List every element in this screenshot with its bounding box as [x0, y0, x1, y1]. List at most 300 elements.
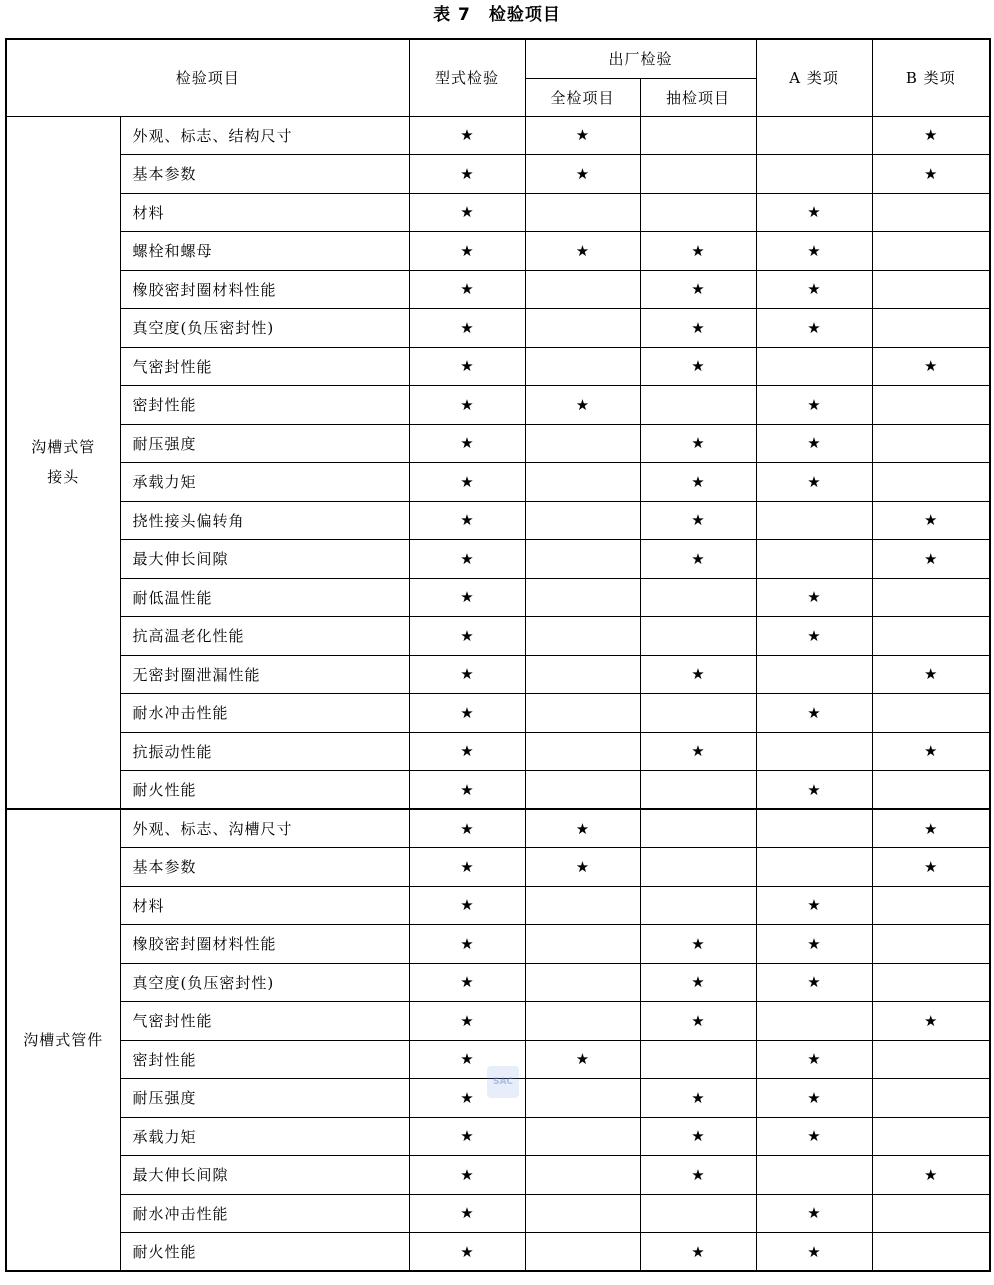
cell-class-b	[872, 1079, 990, 1118]
cell-sample-inspection	[640, 848, 756, 887]
star-mark-icon: ★	[691, 973, 705, 992]
star-mark-icon: ★	[807, 703, 821, 722]
star-mark-icon: ★	[807, 1204, 821, 1223]
star-mark-icon: ★	[807, 395, 821, 414]
item-name: 抗振动性能	[120, 732, 409, 771]
item-name: 耐水冲击性能	[120, 694, 409, 733]
cell-full-inspection	[525, 155, 640, 194]
cell-full-inspection	[525, 232, 640, 271]
cell-full-inspection	[525, 540, 640, 579]
cell-full-inspection	[525, 1079, 640, 1118]
cell-full-inspection	[525, 193, 640, 232]
star-mark-icon: ★	[460, 896, 474, 915]
cell-class-b	[872, 1040, 990, 1079]
star-mark-icon: ★	[460, 973, 474, 992]
star-mark-icon: ★	[924, 511, 938, 530]
star-mark-icon: ★	[924, 665, 938, 684]
cell-class-b	[872, 347, 990, 386]
star-mark-icon: ★	[460, 472, 474, 491]
item-name: 材料	[120, 886, 409, 925]
cell-type-test	[409, 732, 525, 771]
cell-full-inspection	[525, 732, 640, 771]
table-row	[6, 501, 990, 540]
star-mark-icon: ★	[460, 1242, 474, 1261]
cell-class-a	[756, 732, 872, 771]
item-name: 材料	[120, 193, 409, 232]
cell-sample-inspection	[640, 193, 756, 232]
star-mark-icon: ★	[807, 626, 821, 645]
item-name: 外观、标志、结构尺寸	[120, 116, 409, 155]
star-mark-icon: ★	[460, 934, 474, 953]
cell-type-test	[409, 155, 525, 194]
star-mark-icon: ★	[460, 318, 474, 337]
item-name: 最大伸长间隙	[120, 1156, 409, 1195]
cell-full-inspection	[525, 463, 640, 502]
item-name: 耐压强度	[120, 424, 409, 463]
table-row	[6, 732, 990, 771]
cell-class-b	[872, 1002, 990, 1041]
header-factory-test: 出厂检验	[525, 39, 756, 78]
cell-class-a	[756, 578, 872, 617]
star-mark-icon: ★	[460, 1127, 474, 1146]
header-type-test: 型式检验	[409, 39, 525, 116]
cell-class-a	[756, 694, 872, 733]
cell-class-b	[872, 694, 990, 733]
star-mark-icon: ★	[460, 626, 474, 645]
cell-type-test	[409, 886, 525, 925]
cell-type-test	[409, 1117, 525, 1156]
cell-full-inspection	[525, 809, 640, 848]
item-name: 气密封性能	[120, 347, 409, 386]
item-name: 承载力矩	[120, 1117, 409, 1156]
cell-class-b	[872, 232, 990, 271]
cell-class-b	[872, 386, 990, 425]
item-name: 耐低温性能	[120, 578, 409, 617]
cell-full-inspection	[525, 1002, 640, 1041]
cell-class-b	[872, 116, 990, 155]
cell-sample-inspection	[640, 1233, 756, 1272]
star-mark-icon: ★	[575, 857, 590, 876]
star-mark-icon: ★	[575, 819, 590, 838]
cell-sample-inspection	[640, 1040, 756, 1079]
item-name: 橡胶密封圈材料性能	[120, 270, 409, 309]
item-name: 最大伸长间隙	[120, 540, 409, 579]
cell-sample-inspection	[640, 463, 756, 502]
cell-sample-inspection	[640, 347, 756, 386]
cell-sample-inspection	[640, 617, 756, 656]
table-row	[6, 655, 990, 694]
star-mark-icon: ★	[691, 934, 705, 953]
cell-full-inspection	[525, 270, 640, 309]
star-mark-icon: ★	[691, 1011, 705, 1030]
table-row	[6, 232, 990, 271]
cell-class-b	[872, 1156, 990, 1195]
star-mark-icon: ★	[460, 1011, 474, 1030]
cell-type-test	[409, 1194, 525, 1233]
table-row	[6, 848, 990, 887]
cell-class-b	[872, 463, 990, 502]
cell-class-a	[756, 655, 872, 694]
cell-class-b	[872, 193, 990, 232]
table-row	[6, 463, 990, 502]
cell-full-inspection	[525, 309, 640, 348]
cell-class-a	[756, 424, 872, 463]
cell-class-b	[872, 732, 990, 771]
cell-type-test	[409, 578, 525, 617]
star-mark-icon: ★	[807, 934, 821, 953]
cell-type-test	[409, 848, 525, 887]
item-name: 抗高温老化性能	[120, 617, 409, 656]
table-row	[6, 617, 990, 656]
header-class-a: A 类项	[756, 39, 872, 116]
table-row	[6, 694, 990, 733]
cell-full-inspection	[525, 886, 640, 925]
cell-sample-inspection	[640, 501, 756, 540]
cell-sample-inspection	[640, 1002, 756, 1041]
cell-type-test	[409, 386, 525, 425]
table-caption	[0, 4, 994, 26]
star-mark-icon: ★	[807, 780, 821, 799]
star-mark-icon: ★	[807, 1088, 821, 1107]
cell-full-inspection	[525, 963, 640, 1002]
cell-class-b	[872, 655, 990, 694]
cell-class-a	[756, 1079, 872, 1118]
cell-class-a	[756, 925, 872, 964]
table-row	[6, 540, 990, 579]
star-mark-icon: ★	[691, 241, 705, 260]
cell-class-b	[872, 963, 990, 1002]
cell-type-test	[409, 193, 525, 232]
cell-full-inspection	[525, 1156, 640, 1195]
cell-type-test	[409, 309, 525, 348]
table-row	[6, 309, 990, 348]
star-mark-icon: ★	[460, 241, 474, 260]
item-name: 耐水冲击性能	[120, 1194, 409, 1233]
star-mark-icon: ★	[691, 1242, 705, 1261]
cell-sample-inspection	[640, 886, 756, 925]
cell-full-inspection	[525, 501, 640, 540]
star-mark-icon: ★	[460, 588, 474, 607]
item-name: 耐火性能	[120, 1233, 409, 1272]
star-mark-icon: ★	[691, 1165, 705, 1184]
cell-full-inspection	[525, 1040, 640, 1079]
cell-type-test	[409, 809, 525, 848]
cell-class-b	[872, 424, 990, 463]
table-row	[6, 116, 990, 155]
cell-class-b	[872, 501, 990, 540]
cell-type-test	[409, 694, 525, 733]
cell-type-test	[409, 424, 525, 463]
star-mark-icon: ★	[924, 857, 938, 876]
item-name: 外观、标志、沟槽尺寸	[120, 809, 409, 848]
table-header	[6, 39, 990, 116]
cell-sample-inspection	[640, 809, 756, 848]
cell-class-b	[872, 771, 990, 810]
star-mark-icon: ★	[924, 742, 938, 761]
cell-sample-inspection	[640, 270, 756, 309]
cell-sample-inspection	[640, 578, 756, 617]
star-mark-icon: ★	[691, 1088, 705, 1107]
cell-type-test	[409, 347, 525, 386]
cell-class-a	[756, 309, 872, 348]
star-mark-icon: ★	[691, 742, 705, 761]
group-label-line: 沟槽式管件	[23, 1031, 104, 1049]
group-label-line: 接头	[47, 468, 80, 487]
table-row	[6, 963, 990, 1002]
cell-sample-inspection	[640, 925, 756, 964]
cell-sample-inspection	[640, 232, 756, 271]
item-name: 密封性能	[120, 1040, 409, 1079]
cell-class-a	[756, 1040, 872, 1079]
star-mark-icon: ★	[460, 511, 474, 530]
star-mark-icon: ★	[460, 126, 474, 145]
table-row	[6, 925, 990, 964]
star-mark-icon: ★	[691, 549, 705, 568]
star-mark-icon: ★	[924, 164, 938, 183]
cell-type-test	[409, 963, 525, 1002]
cell-type-test	[409, 655, 525, 694]
star-mark-icon: ★	[807, 472, 821, 491]
cell-full-inspection	[525, 578, 640, 617]
star-mark-icon: ★	[575, 126, 590, 145]
star-mark-icon: ★	[924, 357, 938, 376]
cell-class-a	[756, 540, 872, 579]
cell-class-b	[872, 617, 990, 656]
star-mark-icon: ★	[691, 472, 705, 491]
cell-sample-inspection	[640, 694, 756, 733]
cell-type-test	[409, 501, 525, 540]
cell-class-b	[872, 1194, 990, 1233]
cell-sample-inspection	[640, 155, 756, 194]
star-mark-icon: ★	[460, 857, 474, 876]
table-row	[6, 771, 990, 810]
cell-class-b	[872, 309, 990, 348]
sac-watermark: SAC	[487, 1066, 519, 1098]
cell-type-test	[409, 116, 525, 155]
table-row	[6, 1002, 990, 1041]
star-mark-icon: ★	[807, 588, 821, 607]
table-row	[6, 578, 990, 617]
cell-full-inspection	[525, 694, 640, 733]
cell-type-test	[409, 540, 525, 579]
cell-sample-inspection	[640, 116, 756, 155]
star-mark-icon: ★	[460, 395, 474, 414]
item-name: 螺栓和螺母	[120, 232, 409, 271]
table-row	[6, 424, 990, 463]
star-mark-icon: ★	[460, 357, 474, 376]
cell-class-b	[872, 848, 990, 887]
table-row	[6, 1117, 990, 1156]
cell-sample-inspection	[640, 655, 756, 694]
cell-class-a	[756, 386, 872, 425]
cell-class-a	[756, 193, 872, 232]
star-mark-icon: ★	[807, 203, 821, 222]
group-label	[6, 116, 120, 809]
cell-class-a	[756, 809, 872, 848]
table-row	[6, 1156, 990, 1195]
cell-type-test	[409, 232, 525, 271]
star-mark-icon: ★	[807, 896, 821, 915]
star-mark-icon: ★	[807, 280, 821, 299]
star-mark-icon: ★	[460, 780, 474, 799]
star-mark-icon: ★	[924, 1165, 938, 1184]
item-name: 橡胶密封圈材料性能	[120, 925, 409, 964]
star-mark-icon: ★	[807, 973, 821, 992]
table-row	[6, 809, 990, 848]
star-mark-icon: ★	[807, 318, 821, 337]
star-mark-icon: ★	[924, 819, 938, 838]
table-row	[6, 270, 990, 309]
cell-class-b	[872, 578, 990, 617]
item-name: 耐火性能	[120, 771, 409, 810]
cell-class-a	[756, 848, 872, 887]
star-mark-icon: ★	[575, 1050, 590, 1069]
item-name: 密封性能	[120, 386, 409, 425]
cell-class-a	[756, 1194, 872, 1233]
table-title: 检验项目	[488, 5, 561, 25]
star-mark-icon: ★	[460, 164, 474, 183]
cell-sample-inspection	[640, 1194, 756, 1233]
cell-full-inspection	[525, 655, 640, 694]
cell-sample-inspection	[640, 309, 756, 348]
star-mark-icon: ★	[460, 665, 474, 684]
cell-type-test	[409, 1002, 525, 1041]
star-mark-icon: ★	[575, 164, 590, 183]
star-mark-icon: ★	[924, 1011, 938, 1030]
cell-class-b	[872, 155, 990, 194]
cell-full-inspection	[525, 1233, 640, 1272]
cell-type-test	[409, 270, 525, 309]
item-name: 耐压强度	[120, 1079, 409, 1118]
star-mark-icon: ★	[807, 1242, 821, 1261]
cell-class-a	[756, 501, 872, 540]
star-mark-icon: ★	[691, 1127, 705, 1146]
cell-sample-inspection	[640, 1079, 756, 1118]
header-class-b: B 类项	[872, 39, 990, 116]
cell-class-a	[756, 1233, 872, 1272]
star-mark-icon: ★	[575, 241, 590, 260]
star-mark-icon: ★	[460, 742, 474, 761]
item-name: 无密封圈泄漏性能	[120, 655, 409, 694]
cell-class-b	[872, 1117, 990, 1156]
cell-class-a	[756, 463, 872, 502]
table-row	[6, 155, 990, 194]
header-item: 检验项目	[6, 39, 409, 116]
star-mark-icon: ★	[691, 357, 705, 376]
cell-type-test	[409, 771, 525, 810]
table-row	[6, 347, 990, 386]
cell-class-b	[872, 809, 990, 848]
star-mark-icon: ★	[691, 318, 705, 337]
star-mark-icon: ★	[460, 819, 474, 838]
item-name: 真空度(负压密封性)	[120, 963, 409, 1002]
item-name: 挠性接头偏转角	[120, 501, 409, 540]
cell-sample-inspection	[640, 1117, 756, 1156]
star-mark-icon: ★	[460, 434, 474, 453]
star-mark-icon: ★	[807, 434, 821, 453]
cell-sample-inspection	[640, 1156, 756, 1195]
cell-class-b	[872, 925, 990, 964]
item-name: 气密封性能	[120, 1002, 409, 1041]
star-mark-icon: ★	[807, 1127, 821, 1146]
star-mark-icon: ★	[691, 665, 705, 684]
cell-full-inspection	[525, 617, 640, 656]
table-row	[6, 1194, 990, 1233]
cell-full-inspection	[525, 116, 640, 155]
cell-class-a	[756, 1002, 872, 1041]
cell-type-test	[409, 1156, 525, 1195]
cell-full-inspection	[525, 925, 640, 964]
table-row	[6, 1233, 990, 1272]
table-row	[6, 386, 990, 425]
cell-class-b	[872, 886, 990, 925]
table-row	[6, 886, 990, 925]
item-name: 真空度(负压密封性)	[120, 309, 409, 348]
cell-class-a	[756, 270, 872, 309]
cell-class-a	[756, 771, 872, 810]
star-mark-icon: ★	[575, 395, 590, 414]
cell-class-a	[756, 155, 872, 194]
star-mark-icon: ★	[460, 1088, 474, 1107]
star-mark-icon: ★	[460, 203, 474, 222]
cell-class-a	[756, 1117, 872, 1156]
star-mark-icon: ★	[460, 703, 474, 722]
star-mark-icon: ★	[460, 1204, 474, 1223]
group-label	[6, 809, 120, 1271]
cell-class-a	[756, 116, 872, 155]
cell-class-a	[756, 963, 872, 1002]
cell-type-test	[409, 925, 525, 964]
cell-full-inspection	[525, 386, 640, 425]
group-label-line: 沟槽式管	[31, 438, 96, 457]
header-sample-inspection: 抽检项目	[640, 78, 756, 116]
cell-class-a	[756, 1156, 872, 1195]
star-mark-icon: ★	[460, 1165, 474, 1184]
cell-class-a	[756, 232, 872, 271]
cell-class-a	[756, 617, 872, 656]
star-mark-icon: ★	[460, 549, 474, 568]
cell-class-b	[872, 540, 990, 579]
item-name: 基本参数	[120, 155, 409, 194]
item-name: 基本参数	[120, 848, 409, 887]
cell-sample-inspection	[640, 963, 756, 1002]
star-mark-icon: ★	[691, 511, 705, 530]
star-mark-icon: ★	[807, 1050, 821, 1069]
star-mark-icon: ★	[460, 280, 474, 299]
cell-sample-inspection	[640, 771, 756, 810]
star-mark-icon: ★	[691, 434, 705, 453]
star-mark-icon: ★	[691, 280, 705, 299]
star-mark-icon: ★	[807, 241, 821, 260]
star-mark-icon: ★	[460, 1050, 474, 1069]
cell-sample-inspection	[640, 424, 756, 463]
cell-full-inspection	[525, 771, 640, 810]
cell-type-test	[409, 617, 525, 656]
star-mark-icon: ★	[924, 549, 938, 568]
header-full-inspection: 全检项目	[525, 78, 640, 116]
cell-full-inspection	[525, 848, 640, 887]
cell-full-inspection	[525, 1117, 640, 1156]
cell-sample-inspection	[640, 386, 756, 425]
item-name: 承载力矩	[120, 463, 409, 502]
cell-full-inspection	[525, 1194, 640, 1233]
star-mark-icon: ★	[924, 126, 938, 145]
cell-class-b	[872, 270, 990, 309]
cell-class-a	[756, 347, 872, 386]
cell-sample-inspection	[640, 540, 756, 579]
cell-class-b	[872, 1233, 990, 1272]
cell-sample-inspection	[640, 732, 756, 771]
